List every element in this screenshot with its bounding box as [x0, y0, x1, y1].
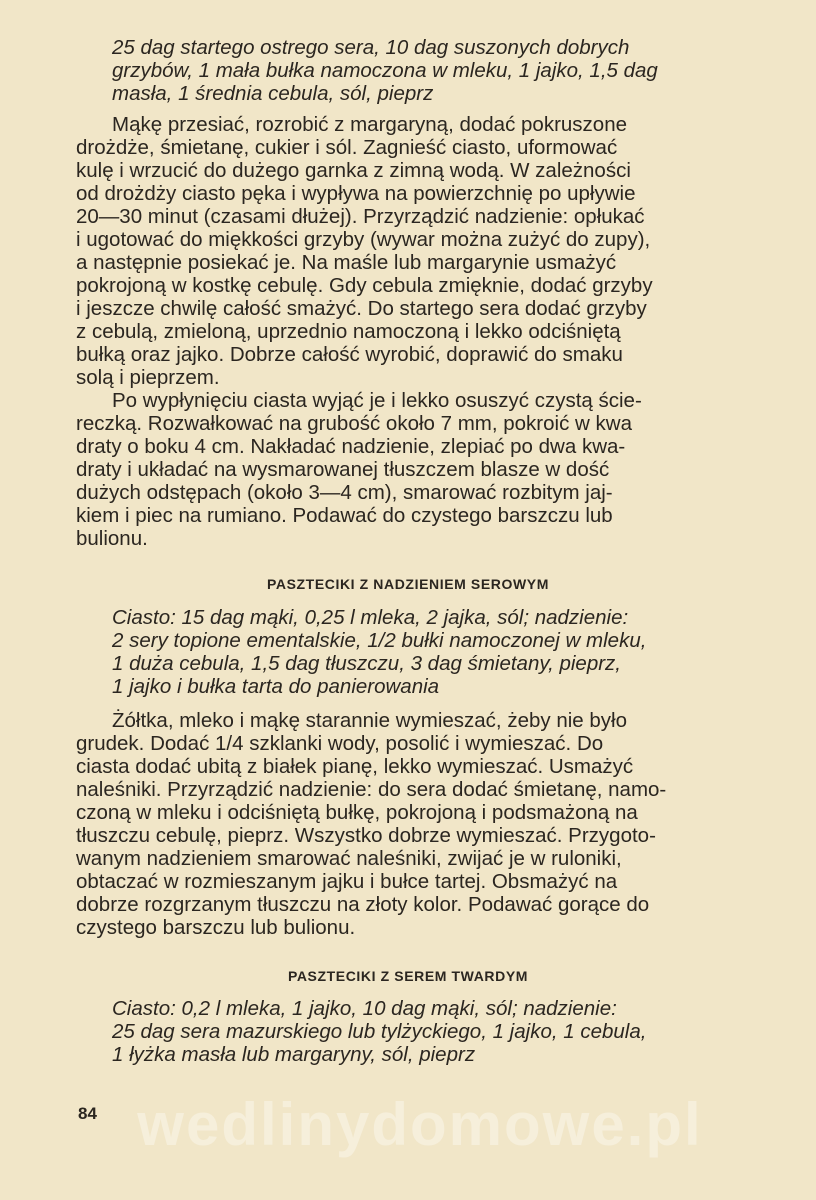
text-line: i ugotować do miękkości grzyby (wywar można zużyć do zupy),	[76, 228, 651, 251]
text-line: Żółtka, mleko i mąkę starannie wymieszać, żeby nie było	[112, 709, 627, 732]
instructions-recipe-1	[76, 113, 784, 550]
text-line: dobrze rozgrzanym tłuszczu na złoty kolor. Podawać gorące do	[76, 893, 650, 916]
text-line: wanym nadzieniem smarować naleśniki, zwijać je w ruloniki,	[76, 847, 622, 870]
ingredients-recipe-2	[112, 606, 784, 698]
ingredients-line: grzybów, 1 mała bułka namoczona w mleku, 1 jajko, 1,5 dag	[112, 59, 658, 82]
text-line: Po wypłynięciu ciasta wyjąć je i lekko osuszyć czystą ście-	[112, 389, 642, 412]
text-line: ciasta dodać ubitą z białek pianę, lekko wymieszać. Usmażyć	[76, 755, 634, 778]
text-line: grudek. Dodać 1/4 szklanki wody, posolić i wymieszać. Do	[76, 732, 604, 755]
ingredients-recipe-3	[112, 997, 784, 1066]
recipe-title-serowym: PASZTECIKI Z NADZIENIEM SEROWYM	[266, 576, 549, 592]
text-line: 20—30 minut (czasami dłużej). Przyrządzić nadzienie: opłukać	[76, 205, 645, 228]
instructions-recipe-2	[76, 709, 784, 939]
ingredients-line: 25 dag sera mazurskiego lub tylżyckiego, 1 jajko, 1 cebula,	[112, 1020, 647, 1043]
ingredients-line: 25 dag startego ostrego sera, 10 dag suszonych dobrych	[112, 36, 630, 59]
text-line: dużych odstępach (około 3—4 cm), smarować rozbitym jaj-	[76, 481, 613, 504]
text-line: Mąkę przesiać, rozrobić z margaryną, dodać pokruszone	[112, 113, 628, 136]
ingredients-line: 1 łyżka masła lub margaryny, sól, pieprz	[112, 1043, 476, 1066]
text-line: drożdże, śmietanę, cukier i sól. Zagnieść ciasto, uformować	[76, 136, 618, 159]
page-number: 84	[78, 1104, 97, 1123]
ingredients-line: 1 jajko i bułka tarta do panierowania	[112, 675, 440, 698]
text-line: czystego barszczu lub bulionu.	[76, 916, 356, 939]
text-line: i jeszcze chwilę całość smażyć. Do startego sera dodać grzyby	[76, 297, 647, 320]
text-line: solą i pieprzem.	[76, 366, 220, 389]
text-line: od drożdży ciasto pęka i wypływa na powierzchnię po upływie	[76, 182, 636, 205]
ingredients-line: 2 sery topione ementalskie, 1/2 bułki namoczonej w mleku,	[112, 629, 647, 652]
text-line: draty o boku 4 cm. Nakładać nadzienie, zlepiać po dwa kwa-	[76, 435, 626, 458]
text-line: draty i układać na wysmarowanej tłuszczem blasze w dość	[76, 458, 610, 481]
recipe-title-twardym: PASZTECIKI Z SEREM TWARDYM	[287, 968, 529, 984]
ingredients-line: masła, 1 średnia cebula, sól, pieprz	[112, 82, 434, 105]
ingredients-line: Ciasto: 0,2 l mleka, 1 jajko, 10 dag mąki, sól; nadzienie:	[112, 997, 617, 1020]
text-line: naleśniki. Przyrządzić nadzienie: do sera dodać śmietanę, namo-	[76, 778, 667, 801]
text-line: kulę i wrzucić do dużego garnka z zimną wodą. W zależności	[76, 159, 631, 182]
ingredients-recipe-1	[112, 36, 784, 105]
text-line: z cebulą, zmieloną, uprzednio namoczoną i lekko odciśniętą	[76, 320, 621, 343]
text-line: czoną w mleku i odciśniętą bułkę, pokrojoną i podsmażoną na	[76, 801, 638, 824]
ingredients-line: 1 duża cebula, 1,5 dag tłuszczu, 3 dag śmietany, pieprz,	[112, 652, 622, 675]
text-line: kiem i piec na rumiano. Podawać do czystego barszczu lub	[76, 504, 613, 527]
text-line: tłuszczu cebulę, pieprz. Wszystko dobrze wymieszać. Przygoto-	[76, 824, 656, 847]
text-line: bulionu.	[76, 527, 148, 550]
text-line: reczką. Rozwałkować na grubość około 7 mm, pokroić w kwa	[76, 412, 632, 435]
watermark: wedlinydomowe.pl	[137, 1091, 703, 1158]
text-line: bułką oraz jajko. Dobrze całość wyrobić, doprawić do smaku	[76, 343, 623, 366]
text-line: obtaczać w rozmieszanym jajku i bułce tartej. Obsmażyć na	[76, 870, 618, 893]
ingredients-line: Ciasto: 15 dag mąki, 0,25 l mleka, 2 jajka, sól; nadzienie:	[112, 606, 629, 629]
text-line: pokrojoną w kostkę cebulę. Gdy cebula zmięknie, dodać grzyby	[76, 274, 653, 297]
text-line: a następnie posiekać je. Na maśle lub margarynie usmażyć	[76, 251, 617, 274]
